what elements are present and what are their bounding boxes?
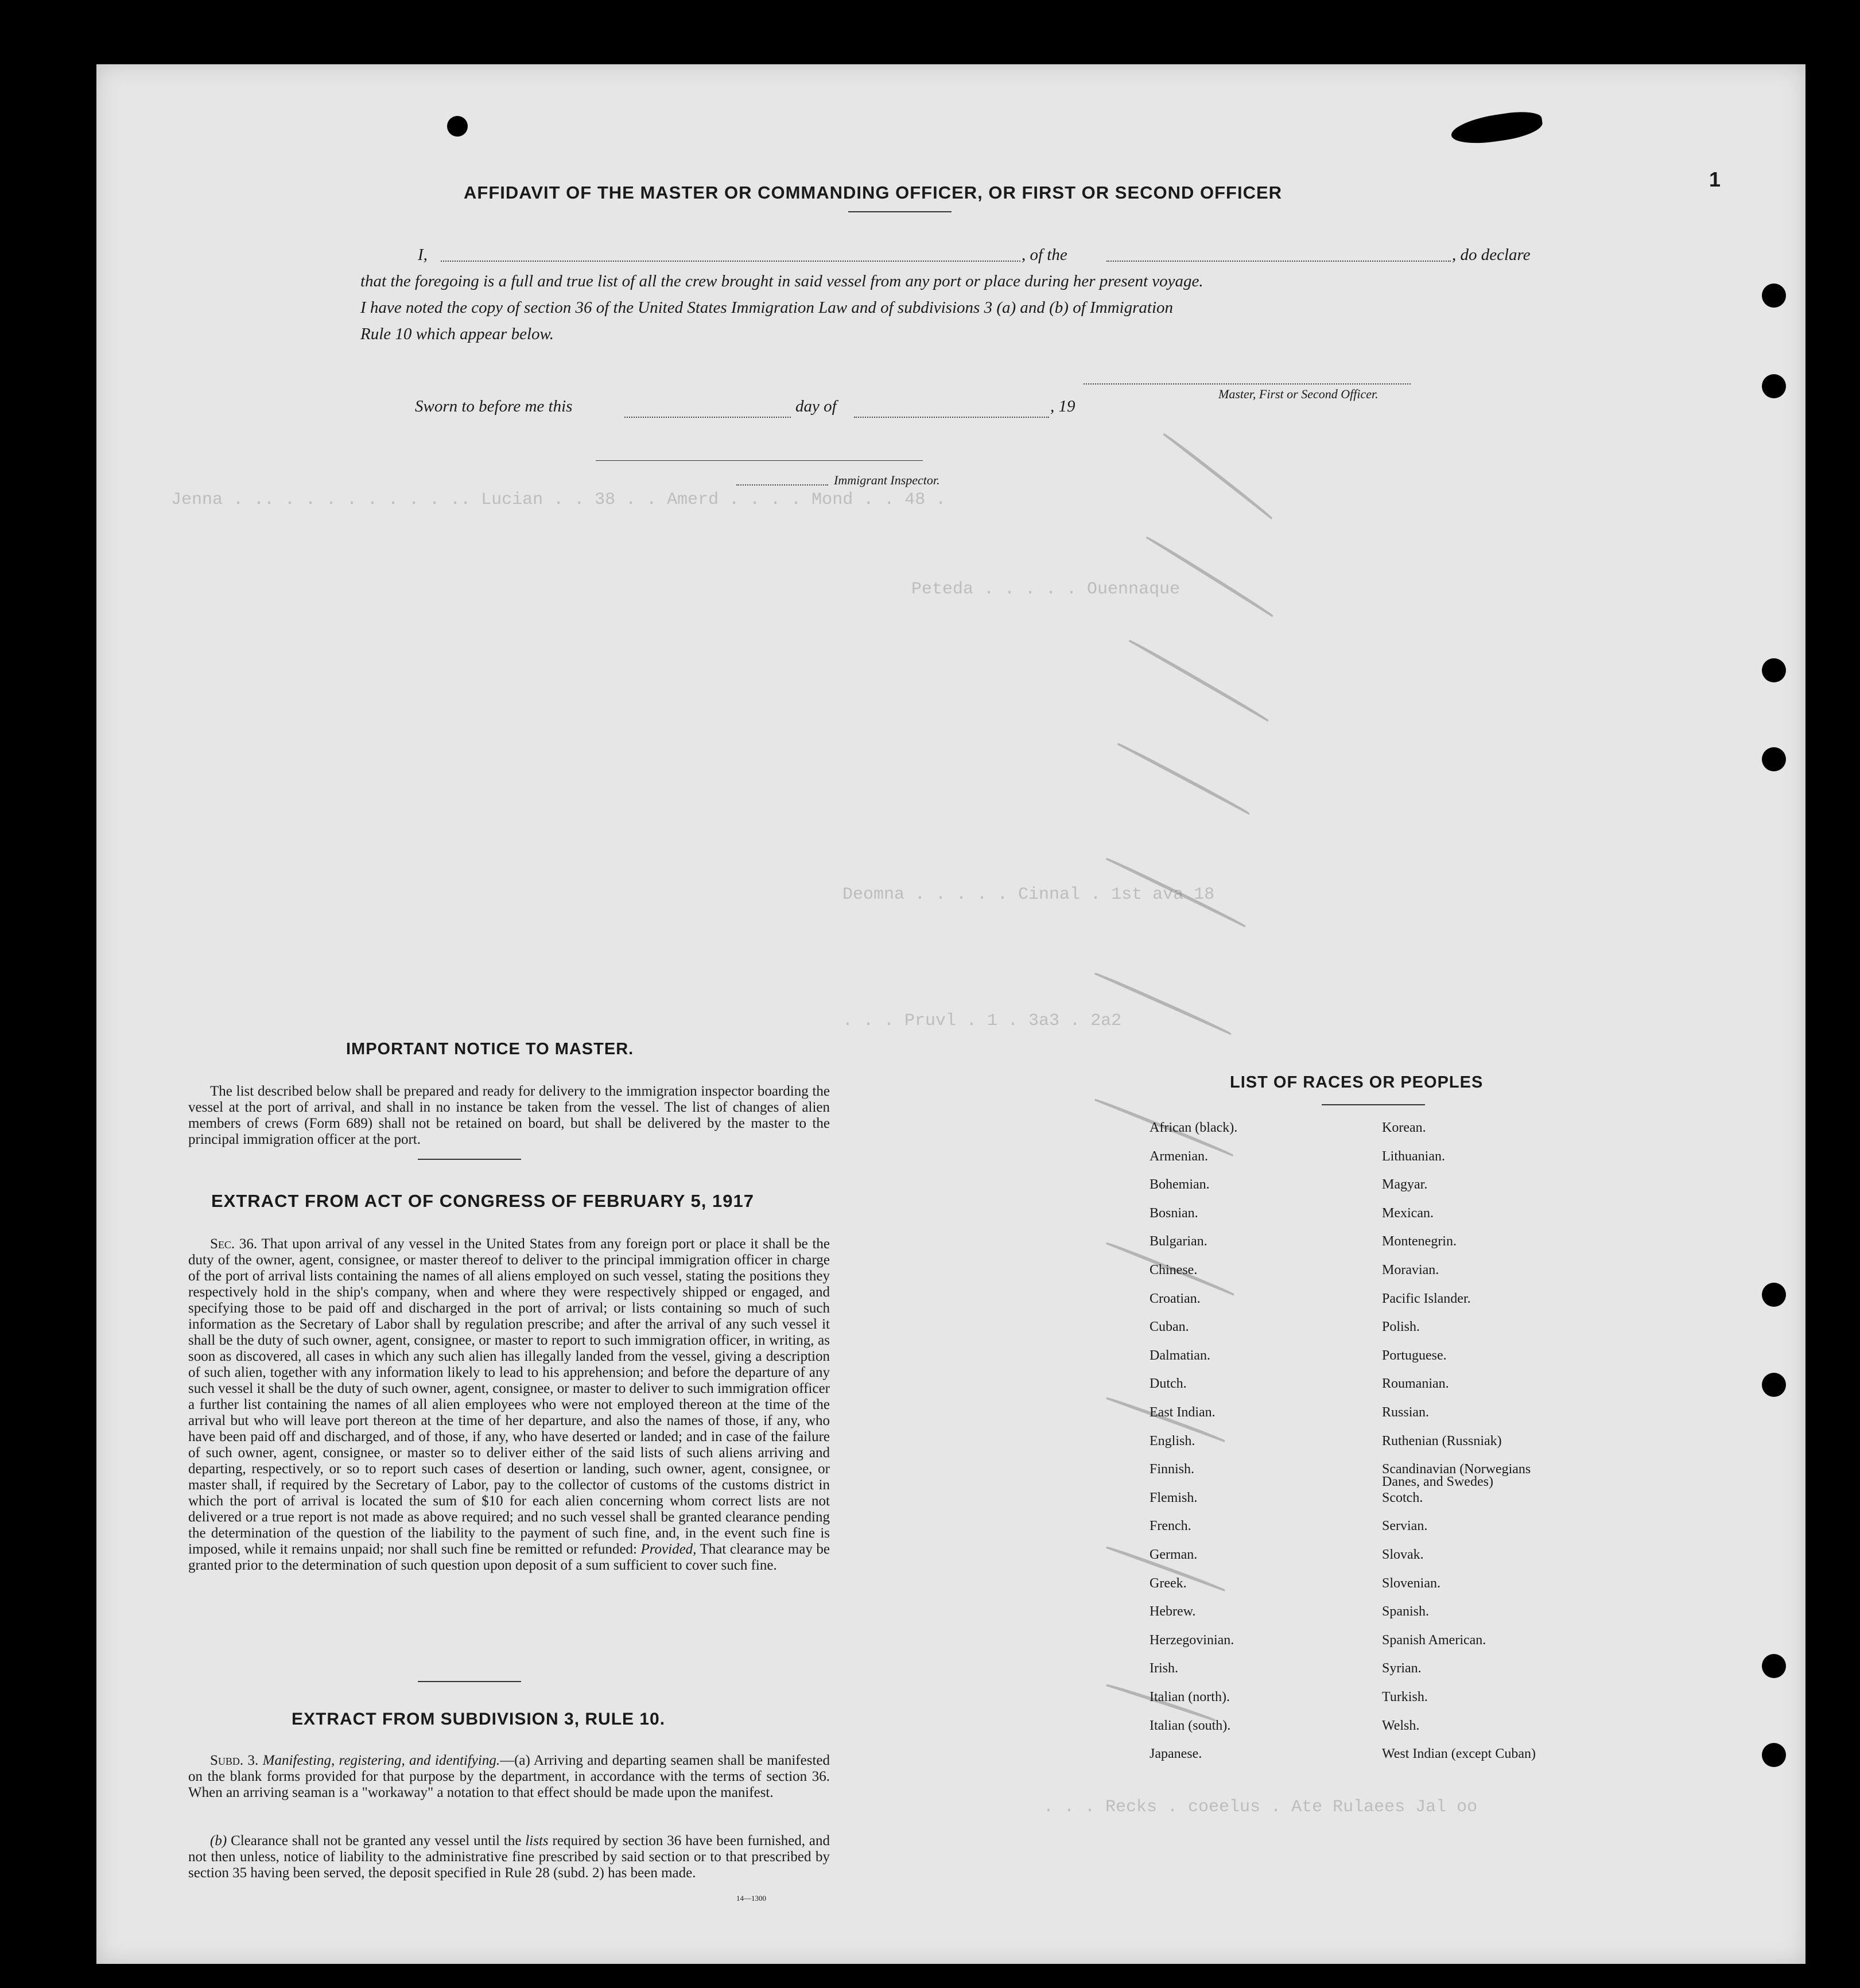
races-underline (1322, 1104, 1425, 1105)
notice-divider (418, 1159, 521, 1160)
inspector-name-field[interactable] (736, 484, 828, 486)
race-item: English. (1150, 1433, 1195, 1449)
race-item: Italian (south). (1150, 1718, 1231, 1733)
rule-b-label: (b) (210, 1833, 227, 1849)
rule-title: EXTRACT FROM SUBDIVISION 3, RULE 10. (292, 1710, 666, 1729)
race-item: Italian (north). (1150, 1690, 1230, 1704)
page-mark: 1 (1709, 168, 1721, 191)
document-page (96, 64, 1805, 1964)
race-item: Ruthenian (Russniak) (1382, 1433, 1502, 1449)
race-item: Flemish. (1150, 1490, 1198, 1505)
rule-a-label: —(a) (500, 1753, 530, 1768)
notice-text: The list described below shall be prepared and ready for delivery to the immigration inspector boarding the vessel at the port of arrival, and shall in no instance be taken from the vessel. The list of changes of alien members of crews (Form 689) shall not be retained on board, but shall be delivered by the master to the principal immigration officer at the port. (188, 1084, 830, 1147)
race-item: Polish. (1382, 1319, 1420, 1335)
act-divider (418, 1681, 521, 1682)
race-item: Bosnian. (1150, 1205, 1198, 1221)
act-provided: Provided, (640, 1542, 697, 1557)
race-item: Herzegovinian. (1150, 1632, 1234, 1648)
binder-hole (1762, 747, 1786, 771)
race-item: French. (1150, 1519, 1191, 1534)
rule-a-text: Arriving and departing seamen shall be manifested on the blank forms provided for that purpose by the department, in accordance with the terms of section 36. When an arriving seaman is a "workaway" a notation to that effect should be made upon the manifest. (188, 1753, 830, 1800)
race-item: German. (1150, 1547, 1198, 1562)
race-item: Danes, and Swedes) (1382, 1474, 1493, 1490)
affidavit-title: AFFIDAVIT OF THE MASTER OR COMMANDING OFFICER, OR FIRST OR SECOND OFFICER (464, 183, 1283, 203)
race-item: Pacific Islander. (1382, 1291, 1471, 1306)
rule-b-text-1: Clearance shall not be granted any vessel until the (231, 1833, 522, 1849)
race-item: Roumanian. (1382, 1376, 1449, 1392)
sworn-month-field[interactable] (854, 417, 1049, 418)
race-item: Greek. (1150, 1575, 1187, 1591)
binder-hole (1762, 1654, 1786, 1678)
rule-subd-heading: Manifesting, registering, and identifying. (262, 1753, 500, 1768)
binder-hole (1762, 1373, 1786, 1397)
sworn-day-of: day of (795, 397, 837, 416)
race-item: Armenian. (1150, 1148, 1208, 1164)
race-item: Syrian. (1382, 1661, 1422, 1676)
race-item: Moravian. (1382, 1263, 1439, 1278)
race-item: Dutch. (1150, 1376, 1187, 1392)
form-code: 14—1300 (736, 1894, 766, 1902)
race-item: Japanese. (1150, 1746, 1202, 1762)
rule-text-a (188, 1753, 830, 1801)
ink-blot (1450, 108, 1544, 147)
race-item: Slovenian. (1382, 1575, 1440, 1591)
race-item: Scotch. (1382, 1490, 1423, 1505)
affidavit-line-3: I have noted the copy of section 36 of the United States Immigration Law and of subdivisions 3 (a) and (b) of Immigration (360, 298, 1174, 317)
affidavit-declare: , do declare (1452, 246, 1531, 264)
bleed-through-text: Peteda . . . . . Ouennaque (911, 580, 1181, 599)
sworn-day-field[interactable] (624, 417, 791, 418)
binder-hole (1762, 1743, 1786, 1767)
vessel-name-field[interactable] (1106, 261, 1451, 262)
pencil-scribble (1163, 432, 1273, 519)
binder-hole (1762, 284, 1786, 308)
rule-b-lists: lists (525, 1833, 549, 1849)
race-item: Montenegrin. (1382, 1234, 1457, 1249)
act-title: EXTRACT FROM ACT OF CONGRESS OF FEBRUARY 5, 1917 (211, 1191, 754, 1211)
race-item: Russian. (1382, 1405, 1430, 1420)
act-section-text: That upon arrival of any vessel in the United States from any foreign port or place it shall be the duty of the owner, agent, consignee, or master thereof to deliver to the principal immigration officer in charge of the port of arrival lists containing the names of all aliens employed on such vessel, stating the positions they respectively hold in the ship's company, when and where they were respectively shipped or engaged, and specifying those to be paid off and discharged in the port of arrival; or lists containing so much of such information as the Secretary of Labor shall by regulation prescribe; and after the arrival of any such vessel it shall be the duty of such owner, agent, consignee, or master to report to such immigration officer, in writing, as soon as discovered, all cases in which any such alien has illegally landed from the vessel, giving a description of such alien, together with any information likely to lead to his apprehension; and before the departure of any such vessel it shall be the duty of such owner, agent, consignee, or master to deliver to such immigration officer a further list containing the names of all alien employees who were not employed thereon at the time of the arrival but who will leave port thereon at the time of her departure, and also the names of those, if any, who have been paid off and discharged, and of those, if any, who have deserted or landed; and in case of the failure of such owner, agent, consignee, or master so to deliver either of the said lists of such aliens arriving and departing, respectively, or so to report such cases of desertion or landing, such owner, agent, consignee, or master shall, if required by the Secretary of Labor, pay to the collector of customs of the customs district in which the port of arrival is located the sum of $10 for each alien concerning whom correct lists are not delivered or a true report is not made as above required; and no such vessel shall be granted clearance pending the determination of the question of the liability to the payment of such fine, and, in the event such fine is imposed, while it remains unpaid; nor shall such fine be remitted or refunded: (188, 1236, 830, 1557)
race-item: African (black). (1150, 1120, 1238, 1135)
binder-hole (447, 116, 468, 137)
race-item: Dalmatian. (1150, 1348, 1210, 1363)
affidavit-line-2: that the foregoing is a full and true list of all the crew brought in said vessel from any port or place during her present voyage. (360, 272, 1203, 290)
race-item: Spanish American. (1382, 1632, 1486, 1648)
race-item: Bohemian. (1150, 1177, 1210, 1193)
race-item: Welsh. (1382, 1718, 1420, 1733)
race-item: Mexican. (1382, 1205, 1434, 1221)
pencil-scribble (1117, 741, 1251, 814)
race-item: Spanish. (1382, 1604, 1430, 1620)
rule-b-text-2: required by section 36 have been furnished, and not then unless, notice of liability to the administrative fine prescribed by said section or to that prescribed by section 35 having been served, the deposit specified in Rule 28 (subd. 2) has been made. (188, 1833, 830, 1881)
pencil-scribble (1129, 638, 1269, 721)
sworn-year: , 19 (1050, 397, 1075, 416)
act-text (188, 1236, 830, 1574)
title-underline (848, 211, 952, 212)
binder-hole (1762, 374, 1786, 398)
bleed-through-text: Jenna . .. . . . . . . . . .. Lucian . . 38 . . Amerd . . . . Mond . . 48 . (171, 490, 946, 510)
inspector-signature-line (596, 460, 923, 461)
race-item: Korean. (1382, 1120, 1426, 1135)
binder-hole (1762, 658, 1786, 682)
act-section-text-end: That clearance may be granted prior to the determination of such question upon deposit of a sum sufficient to cover such fine. (188, 1542, 830, 1573)
race-item: Magyar. (1382, 1177, 1428, 1193)
race-item: Scandinavian (Norwegians (1382, 1462, 1531, 1477)
signature-label: Master, First or Second Officer. (1218, 387, 1379, 401)
affidavit-of-the: , of the (1022, 246, 1067, 264)
race-item: Portuguese. (1382, 1348, 1447, 1363)
rule-text-b (188, 1833, 830, 1881)
affidavit-i: I, (418, 246, 428, 264)
race-item: Slovak. (1382, 1547, 1424, 1562)
races-title: LIST OF RACES OR PEOPLES (1230, 1073, 1484, 1092)
race-item: Cuban. (1150, 1319, 1189, 1335)
race-item: Finnish. (1150, 1462, 1195, 1477)
pencil-scribble (1145, 535, 1274, 617)
inspector-label: Immigrant Inspector. (834, 473, 940, 487)
bleed-through-text: Deomna . . . . . Cinnal . 1st ava 18 (842, 885, 1215, 904)
signature-field[interactable] (1084, 383, 1411, 385)
race-item: East Indian. (1150, 1405, 1216, 1420)
act-section-label: Sec. 36. (210, 1236, 258, 1252)
notice-title: IMPORTANT NOTICE TO MASTER. (346, 1040, 634, 1058)
race-item: West Indian (except Cuban) (1382, 1746, 1536, 1762)
sworn-prefix: Sworn to before me this (415, 397, 573, 416)
race-item: Lithuanian. (1382, 1148, 1445, 1164)
race-item: Croatian. (1150, 1291, 1201, 1306)
race-item: Bulgarian. (1150, 1234, 1207, 1249)
bleed-through-text: . . . Recks . coeelus . Ate Rulaees Jal oo (1043, 1797, 1478, 1817)
race-item: Servian. (1382, 1519, 1428, 1534)
rule-subd-label: Subd. 3. (210, 1753, 259, 1768)
race-item: Irish. (1150, 1661, 1178, 1676)
race-item: Turkish. (1382, 1690, 1428, 1704)
race-item: Hebrew. (1150, 1604, 1196, 1620)
race-item: Chinese. (1150, 1263, 1198, 1278)
master-name-field[interactable] (441, 261, 1020, 262)
bleed-through-text: . . . Pruvl . 1 . 3a3 . 2a2 (842, 1011, 1122, 1031)
binder-hole (1762, 1283, 1786, 1307)
affidavit-line-4: Rule 10 which appear below. (360, 325, 554, 343)
